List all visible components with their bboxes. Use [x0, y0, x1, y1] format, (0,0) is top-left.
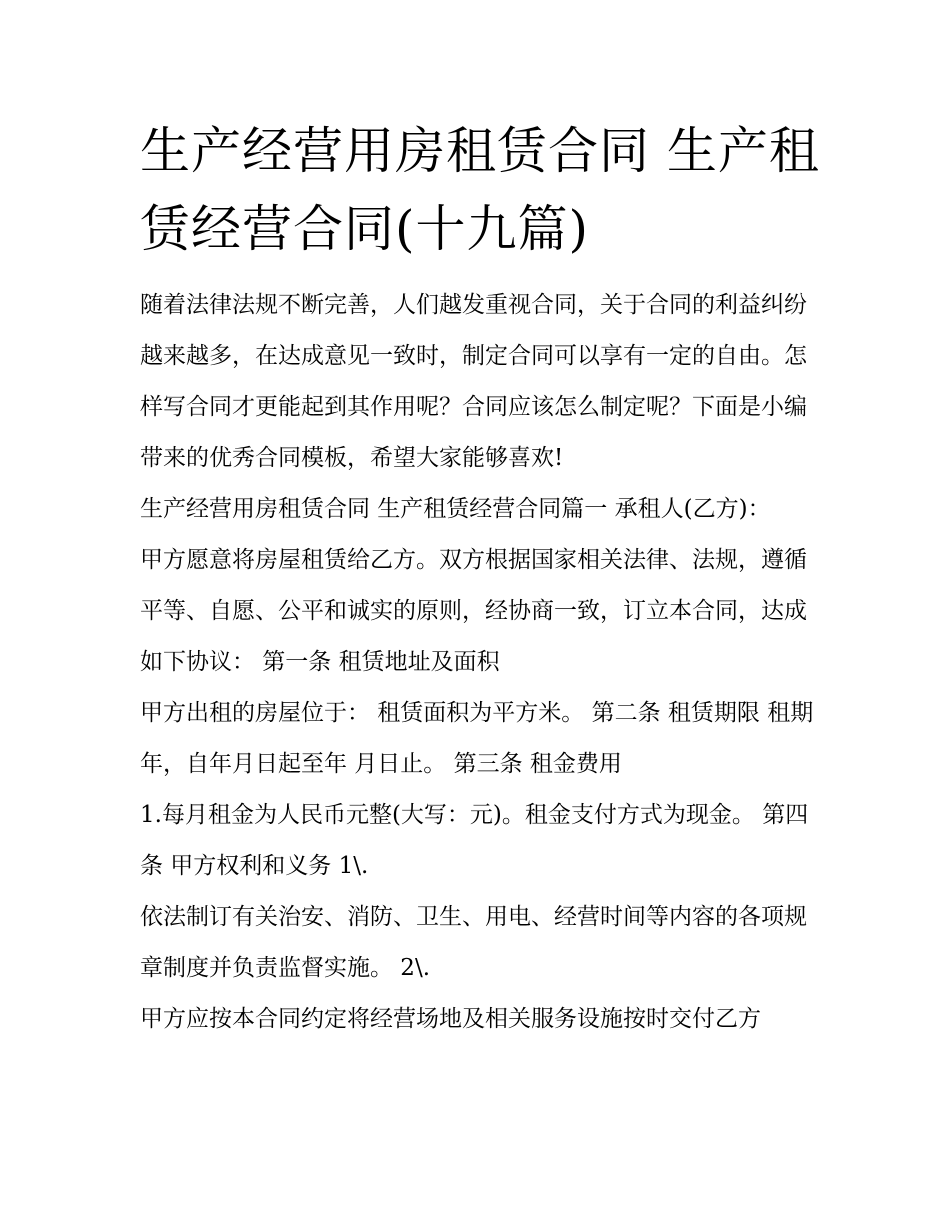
intro-paragraph: 随着法律法规不断完善，人们越发重视合同，关于合同的利益纠纷越来越多，在达成意见一致时，制定合同可以享有一定的自由。怎样写合同才更能起到其作用呢？合同应该怎么制定呢？下面是小编带来的优秀合同模板，希望大家能够喜欢!	[140, 292, 807, 471]
lease-term-paragraph: 甲方出租的房屋位于： 租赁面积为平方米。 第二条 租赁期限 租期年，自年月日起至年 月日止。 第三条 租金费用	[140, 700, 814, 777]
section-one-heading: 生产经营用房租赁合同 生产租赁经营合同篇一 承租人(乙方)：	[140, 496, 771, 522]
rules-paragraph: 依法制订有关治安、消防、卫生、用电、经营时间等内容的各项规章制度并负责监督实施。 2\.	[140, 904, 807, 981]
document-body	[140, 112, 820, 1045]
delivery-paragraph: 甲方应按本合同约定将经营场地及相关服务设施按时交付乙方	[140, 1006, 761, 1032]
document-title: 生产经营用房租赁合同 生产租赁经营合同(十九篇)	[140, 122, 820, 258]
rent-paragraph: 1.每月租金为人民币元整(大写：元)。租金支付方式为现金。 第四条 甲方权利和义务 1\.	[140, 802, 809, 879]
agreement-paragraph: 甲方愿意将房屋租赁给乙方。双方根据国家相关法律、法规，遵循平等、自愿、公平和诚实的原则，经协商一致，订立本合同，达成如下协议： 第一条 租赁地址及面积	[140, 547, 807, 675]
